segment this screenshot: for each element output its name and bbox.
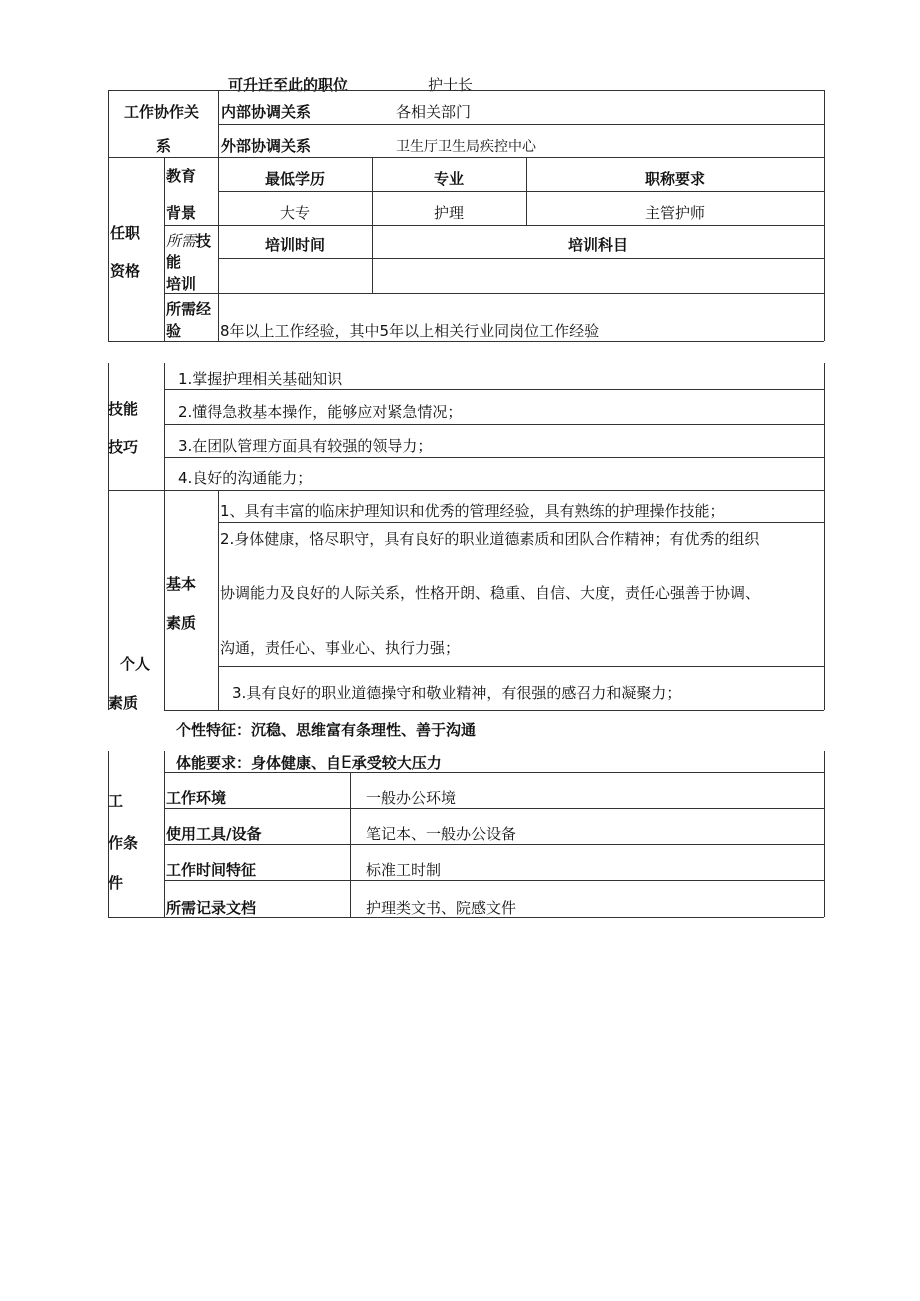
qualification-title-line2: 资格 [110,262,141,280]
training-header-time: 培训时间 [264,236,325,254]
education-label-line1: 教育 [166,167,197,185]
promotion-label: 可升迁至此的职位 [228,76,349,94]
condition-label: 所需记录文档 [166,899,257,917]
personal-title-line2: 素质 [108,694,139,712]
training-label-part2: 技 [196,232,212,250]
skills-title-line2: 技巧 [108,438,139,456]
promotion-value: 护士长 [428,76,474,94]
experience-label-line2: 验 [166,322,182,340]
physical-requirement-part1: 体能要求：身体健康、自 [176,754,342,772]
education-header-title: 职称要求 [644,170,705,188]
qualification-title-line1: 任职 [110,224,141,242]
training-header-subject: 培训科目 [567,236,628,254]
training-label-line1 [166,230,211,251]
education-header-degree: 最低学历 [264,170,325,188]
condition-value: 一般办公环境 [366,789,457,807]
basic-quality-item2-line3: 沟通，责任心、事业心、执行力强； [220,639,461,657]
physical-requirement-part3: 承受较大压力 [351,754,442,772]
cooperation-title-line2: 系 [156,137,172,155]
skill-item: 3.在团队管理方面具有较强的领导力； [178,437,433,455]
basic-quality-label-line1: 基本 [166,575,197,593]
personal-title-line1: 个人 [120,655,151,673]
conditions-title-line3: 件 [108,874,124,892]
personality-traits: 个性特征：沉稳、思维富有条理性、善于沟通 [176,721,477,739]
condition-value: 笔记本、一般办公设备 [366,825,517,843]
education-header-major: 专业 [433,170,464,188]
physical-requirement [176,752,442,773]
condition-value: 标准工时制 [366,861,442,879]
cooperation-title-line1: 工作协作关 [124,103,200,121]
basic-quality-item3: 3.具有良好的职业道德操守和敬业精神，有很强的感召力和凝聚力； [232,684,682,702]
education-value-title: 主管护师 [644,204,705,222]
skill-item: 4.良好的沟通能力； [178,469,313,487]
condition-label: 使用工具/设备 [166,825,262,843]
education-value-degree: 大专 [279,204,310,222]
internal-coordination-value: 各相关部门 [396,103,472,121]
skill-item: 2.懂得急救基本操作，能够应对紧急情况； [178,403,463,421]
experience-label-line1: 所需经 [166,300,212,318]
basic-quality-item2-line2: 协调能力及良好的人际关系，性格开朗、稳重、自信、大度，责任心强善于协调、 [220,584,761,602]
training-label-part1: 所需 [166,232,197,250]
basic-quality-label-line2: 素质 [166,614,197,632]
education-label-line2: 背景 [166,204,197,222]
physical-requirement-part2: E [341,753,352,773]
condition-label: 工作时间特征 [166,861,257,879]
basic-quality-item1: 1、具有丰富的临床护理知识和优秀的管理经验，具有熟练的护理操作技能； [220,502,725,520]
skill-item: 1.掌握护理相关基础知识 [178,370,343,388]
basic-quality-item2-line1: 2.身体健康，恪尽职守，具有良好的职业道德素质和团队合作精神；有优秀的组织 [220,530,760,548]
condition-value: 护理类文书、院感文件 [366,899,517,917]
conditions-title-line1: 工 [108,792,124,810]
conditions-title-line2: 作条 [108,834,139,852]
internal-coordination-label: 内部协调关系 [221,103,312,121]
external-coordination-label: 外部协调关系 [221,137,312,155]
experience-value: 8年以上工作经验，其中5年以上相关行业同岗位工作经验 [220,322,600,340]
condition-label: 工作环境 [166,789,227,807]
education-value-major: 护理 [433,204,464,222]
training-label-line3: 培训 [166,275,197,293]
skills-title-line1: 技能 [108,400,139,418]
training-label-line2: 能 [166,253,182,271]
external-coordination-value: 卫生厅卫生局疾控中心 [396,139,536,155]
